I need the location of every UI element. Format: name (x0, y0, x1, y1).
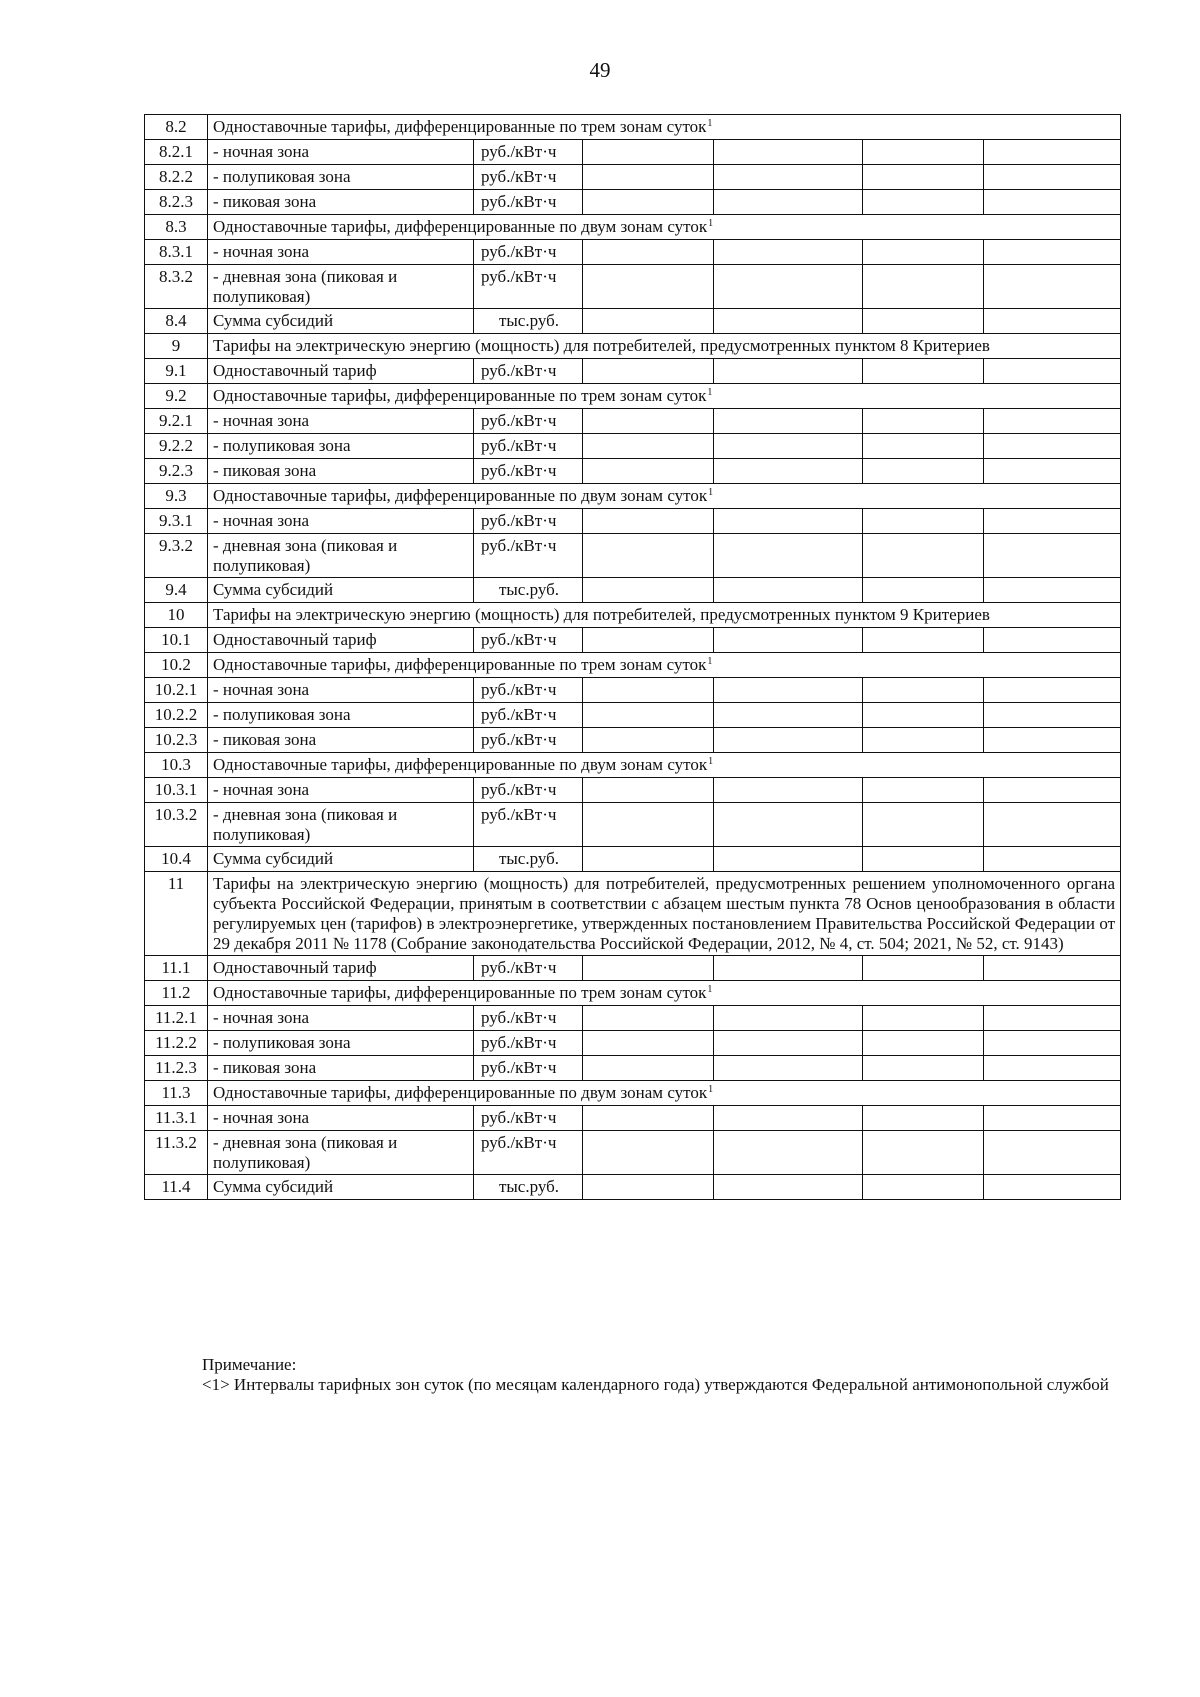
row-label: - пиковая зона (208, 728, 474, 753)
row-number: 9.3.1 (145, 509, 208, 534)
value-cell (583, 534, 714, 578)
table-row (145, 1031, 1121, 1056)
row-label: - ночная зона (208, 678, 474, 703)
value-cell (714, 309, 863, 334)
value-cell (863, 1106, 984, 1131)
row-unit: тыс.руб. (474, 847, 583, 872)
row-unit: руб./кВт·ч (474, 459, 583, 484)
value-cell (863, 265, 984, 309)
table-row (145, 578, 1121, 603)
table-row (145, 265, 1121, 309)
row-number: 10.4 (145, 847, 208, 872)
value-cell (984, 359, 1121, 384)
row-label: Одноставочный тариф (208, 956, 474, 981)
row-label: - дневная зона (пиковая и полупиковая) (208, 534, 474, 578)
row-unit: руб./кВт·ч (474, 265, 583, 309)
value-cell (714, 1031, 863, 1056)
row-number: 11.2 (145, 981, 208, 1006)
row-label: Сумма субсидий (208, 847, 474, 872)
row-label: - пиковая зона (208, 190, 474, 215)
value-cell (984, 778, 1121, 803)
value-cell (583, 1106, 714, 1131)
table-row (145, 1056, 1121, 1081)
value-cell (583, 509, 714, 534)
table-row (145, 509, 1121, 534)
section-title-text: Тарифы на электрическую энергию (мощность) для потребителей, предусмотренных решением уполномоченного органа субъекта Российской Федерации, принятым в соответствии с абзацем шестым пункта 78 Основ ценообразования в области регулируемых цен (тарифов) в электроэнергетике, утвержденных постановлением Правительства Российской Федерации от 29 декабря 2011 № 1178 (Собрание законодательства Российской Федерации, 2012, № 4, ст. 504; 2021, № 52, ст. 9143) (213, 874, 1116, 953)
row-number: 9.2 (145, 384, 208, 409)
value-cell (984, 309, 1121, 334)
table-section-row (145, 1081, 1121, 1106)
table-row (145, 165, 1121, 190)
value-cell (984, 190, 1121, 215)
value-cell (714, 1175, 863, 1200)
table-row (145, 778, 1121, 803)
table-section-row (145, 215, 1121, 240)
section-title (208, 115, 1121, 140)
value-cell (984, 1131, 1121, 1175)
footnote-marker: 1 (707, 656, 713, 667)
value-cell (583, 140, 714, 165)
table-row (145, 409, 1121, 434)
table-section-row (145, 115, 1121, 140)
value-cell (863, 778, 984, 803)
row-unit: руб./кВт·ч (474, 534, 583, 578)
note-text: <1> Интервалы тарифных зон суток (по месяцам календарного года) утверждаются Федеральной антимонопольной службой (202, 1375, 1109, 1394)
table-row (145, 847, 1121, 872)
table-row (145, 678, 1121, 703)
row-unit: тыс.руб. (474, 578, 583, 603)
value-cell (984, 1006, 1121, 1031)
table-row (145, 534, 1121, 578)
value-cell (583, 678, 714, 703)
value-cell (714, 534, 863, 578)
row-number: 9.1 (145, 359, 208, 384)
row-number: 8.3 (145, 215, 208, 240)
section-title (208, 334, 1121, 359)
value-cell (714, 678, 863, 703)
value-cell (714, 359, 863, 384)
section-title (208, 981, 1121, 1006)
value-cell (714, 434, 863, 459)
row-unit: руб./кВт·ч (474, 1131, 583, 1175)
row-number: 8.4 (145, 309, 208, 334)
value-cell (583, 728, 714, 753)
value-cell (984, 165, 1121, 190)
row-unit: руб./кВт·ч (474, 728, 583, 753)
row-label: - ночная зона (208, 240, 474, 265)
value-cell (714, 956, 863, 981)
value-cell (714, 165, 863, 190)
row-unit: руб./кВт·ч (474, 190, 583, 215)
value-cell (863, 509, 984, 534)
row-unit: руб./кВт·ч (474, 678, 583, 703)
note-title: Примечание: (202, 1355, 297, 1374)
row-label: - ночная зона (208, 1106, 474, 1131)
footnote-marker: 1 (707, 984, 713, 995)
value-cell (984, 728, 1121, 753)
section-title (208, 603, 1121, 628)
table-row (145, 1131, 1121, 1175)
row-label: - ночная зона (208, 509, 474, 534)
value-cell (714, 1131, 863, 1175)
value-cell (863, 628, 984, 653)
row-unit: руб./кВт·ч (474, 1056, 583, 1081)
value-cell (714, 628, 863, 653)
section-title-text: Одноставочные тарифы, дифференцированные по трем зонам суток (213, 983, 707, 1002)
row-number: 11.2.3 (145, 1056, 208, 1081)
value-cell (984, 409, 1121, 434)
value-cell (984, 847, 1121, 872)
value-cell (863, 578, 984, 603)
row-number: 10.2 (145, 653, 208, 678)
section-title-text: Одноставочные тарифы, дифференцированные по двум зонам суток (213, 486, 708, 505)
value-cell (583, 409, 714, 434)
value-cell (863, 1131, 984, 1175)
table-row (145, 703, 1121, 728)
value-cell (714, 1106, 863, 1131)
value-cell (863, 534, 984, 578)
row-number: 11.2.2 (145, 1031, 208, 1056)
value-cell (583, 803, 714, 847)
value-cell (863, 728, 984, 753)
section-title-text: Одноставочные тарифы, дифференцированные по трем зонам суток (213, 655, 707, 674)
value-cell (583, 956, 714, 981)
value-cell (863, 1175, 984, 1200)
row-label: - ночная зона (208, 1006, 474, 1031)
value-cell (984, 1056, 1121, 1081)
table-row (145, 190, 1121, 215)
row-unit: руб./кВт·ч (474, 409, 583, 434)
value-cell (863, 956, 984, 981)
table-section-row (145, 334, 1121, 359)
row-number: 8.2.2 (145, 165, 208, 190)
row-number: 10.3.2 (145, 803, 208, 847)
value-cell (583, 309, 714, 334)
row-label: - ночная зона (208, 140, 474, 165)
value-cell (583, 165, 714, 190)
table-section-row (145, 384, 1121, 409)
row-unit: руб./кВт·ч (474, 165, 583, 190)
section-title-text: Одноставочные тарифы, дифференцированные по двум зонам суток (213, 1083, 708, 1102)
value-cell (863, 140, 984, 165)
value-cell (714, 803, 863, 847)
table-row (145, 434, 1121, 459)
row-unit: руб./кВт·ч (474, 1006, 583, 1031)
table-row (145, 309, 1121, 334)
value-cell (863, 1006, 984, 1031)
row-number: 8.3.1 (145, 240, 208, 265)
footnote-marker: 1 (708, 756, 714, 767)
value-cell (583, 703, 714, 728)
row-label: - полупиковая зона (208, 434, 474, 459)
value-cell (863, 165, 984, 190)
row-label: - дневная зона (пиковая и полупиковая) (208, 803, 474, 847)
row-number: 10.2.2 (145, 703, 208, 728)
section-title (208, 384, 1121, 409)
row-number: 10.2.1 (145, 678, 208, 703)
value-cell (863, 1031, 984, 1056)
section-title (208, 215, 1121, 240)
value-cell (583, 1006, 714, 1031)
row-unit: руб./кВт·ч (474, 1106, 583, 1131)
value-cell (714, 265, 863, 309)
row-number: 9.3.2 (145, 534, 208, 578)
table-section-row (145, 753, 1121, 778)
row-label: - полупиковая зона (208, 1031, 474, 1056)
value-cell (714, 409, 863, 434)
footnote-marker: 1 (708, 487, 714, 498)
row-number: 8.2 (145, 115, 208, 140)
table-row (145, 240, 1121, 265)
table-row (145, 359, 1121, 384)
footnote-marker: 1 (708, 1084, 714, 1095)
value-cell (863, 703, 984, 728)
section-title-text: Одноставочные тарифы, дифференцированные по трем зонам суток (213, 117, 707, 136)
value-cell (583, 847, 714, 872)
section-title (208, 484, 1121, 509)
value-cell (583, 1031, 714, 1056)
tariff-table (144, 114, 1121, 1200)
row-number: 11 (145, 872, 208, 956)
value-cell (984, 140, 1121, 165)
section-title-text: Тарифы на электрическую энергию (мощность) для потребителей, предусмотренных пунктом 9 Критериев (213, 605, 990, 624)
row-label: Сумма субсидий (208, 1175, 474, 1200)
value-cell (583, 1056, 714, 1081)
row-number: 10 (145, 603, 208, 628)
row-unit: руб./кВт·ч (474, 509, 583, 534)
table-row (145, 140, 1121, 165)
value-cell (714, 190, 863, 215)
row-unit: руб./кВт·ч (474, 628, 583, 653)
value-cell (984, 1175, 1121, 1200)
table-row (145, 628, 1121, 653)
table-row (145, 1175, 1121, 1200)
value-cell (583, 628, 714, 653)
value-cell (714, 1006, 863, 1031)
table-section-row (145, 653, 1121, 678)
value-cell (984, 678, 1121, 703)
value-cell (583, 359, 714, 384)
row-number: 11.3.1 (145, 1106, 208, 1131)
value-cell (863, 678, 984, 703)
table-row (145, 803, 1121, 847)
value-cell (984, 1031, 1121, 1056)
row-number: 8.3.2 (145, 265, 208, 309)
value-cell (984, 703, 1121, 728)
table-row (145, 1006, 1121, 1031)
value-cell (714, 240, 863, 265)
section-title-text: Одноставочные тарифы, дифференцированные по двум зонам суток (213, 755, 708, 774)
row-unit: руб./кВт·ч (474, 240, 583, 265)
value-cell (863, 240, 984, 265)
row-number: 10.3 (145, 753, 208, 778)
value-cell (863, 1056, 984, 1081)
table-section-row (145, 981, 1121, 1006)
value-cell (863, 434, 984, 459)
row-number: 10.2.3 (145, 728, 208, 753)
row-number: 9.2.1 (145, 409, 208, 434)
value-cell (583, 778, 714, 803)
table-section-row (145, 603, 1121, 628)
table-section-row (145, 484, 1121, 509)
tariff-table-body (145, 115, 1121, 1200)
row-unit: тыс.руб. (474, 1175, 583, 1200)
row-unit: руб./кВт·ч (474, 703, 583, 728)
row-label: - пиковая зона (208, 459, 474, 484)
row-unit: руб./кВт·ч (474, 803, 583, 847)
value-cell (984, 240, 1121, 265)
table-row (145, 1106, 1121, 1131)
row-label: - ночная зона (208, 778, 474, 803)
row-number: 11.4 (145, 1175, 208, 1200)
value-cell (714, 459, 863, 484)
value-cell (583, 578, 714, 603)
value-cell (984, 578, 1121, 603)
value-cell (984, 434, 1121, 459)
value-cell (863, 409, 984, 434)
value-cell (583, 265, 714, 309)
value-cell (984, 534, 1121, 578)
footnote-block (144, 1355, 1120, 1395)
value-cell (583, 434, 714, 459)
value-cell (863, 190, 984, 215)
row-number: 9.3 (145, 484, 208, 509)
section-title (208, 653, 1121, 678)
value-cell (863, 847, 984, 872)
page-number: 49 (589, 58, 611, 82)
value-cell (714, 728, 863, 753)
value-cell (863, 359, 984, 384)
value-cell (583, 1175, 714, 1200)
row-number: 9.2.3 (145, 459, 208, 484)
section-title-text: Одноставочные тарифы, дифференцированные по трем зонам суток (213, 386, 707, 405)
value-cell (714, 847, 863, 872)
row-number: 11.2.1 (145, 1006, 208, 1031)
value-cell (583, 459, 714, 484)
row-unit: руб./кВт·ч (474, 956, 583, 981)
row-unit: руб./кВт·ч (474, 434, 583, 459)
value-cell (714, 1056, 863, 1081)
row-number: 11.3 (145, 1081, 208, 1106)
row-number: 10.3.1 (145, 778, 208, 803)
value-cell (714, 140, 863, 165)
row-label: - пиковая зона (208, 1056, 474, 1081)
footnote-marker: 1 (707, 387, 713, 398)
row-label: - ночная зона (208, 409, 474, 434)
row-label: - дневная зона (пиковая и полупиковая) (208, 1131, 474, 1175)
row-label: Одноставочный тариф (208, 628, 474, 653)
section-title (208, 753, 1121, 778)
value-cell (984, 956, 1121, 981)
value-cell (714, 509, 863, 534)
value-cell (583, 1131, 714, 1175)
table-row (145, 728, 1121, 753)
value-cell (984, 509, 1121, 534)
section-title (208, 872, 1121, 956)
value-cell (863, 459, 984, 484)
value-cell (984, 628, 1121, 653)
section-title-text: Тарифы на электрическую энергию (мощность) для потребителей, предусмотренных пунктом 8 Критериев (213, 336, 990, 355)
row-label: Сумма субсидий (208, 578, 474, 603)
row-label: - полупиковая зона (208, 703, 474, 728)
row-label: - полупиковая зона (208, 165, 474, 190)
row-number: 9 (145, 334, 208, 359)
value-cell (863, 309, 984, 334)
table-row (145, 459, 1121, 484)
value-cell (984, 803, 1121, 847)
value-cell (863, 803, 984, 847)
row-number: 9.4 (145, 578, 208, 603)
value-cell (984, 265, 1121, 309)
row-label: Сумма субсидий (208, 309, 474, 334)
row-unit: тыс.руб. (474, 309, 583, 334)
value-cell (714, 578, 863, 603)
section-title (208, 1081, 1121, 1106)
row-number: 8.2.3 (145, 190, 208, 215)
section-title-text: Одноставочные тарифы, дифференцированные по двум зонам суток (213, 217, 708, 236)
row-number: 11.1 (145, 956, 208, 981)
row-number: 8.2.1 (145, 140, 208, 165)
row-unit: руб./кВт·ч (474, 140, 583, 165)
value-cell (583, 240, 714, 265)
table-row (145, 956, 1121, 981)
table-section-row (145, 872, 1121, 956)
row-number: 10.1 (145, 628, 208, 653)
value-cell (984, 459, 1121, 484)
footnote-marker: 1 (708, 218, 714, 229)
row-unit: руб./кВт·ч (474, 778, 583, 803)
value-cell (714, 703, 863, 728)
row-number: 11.3.2 (145, 1131, 208, 1175)
row-unit: руб./кВт·ч (474, 359, 583, 384)
value-cell (984, 1106, 1121, 1131)
row-label: - дневная зона (пиковая и полупиковая) (208, 265, 474, 309)
footnote-marker: 1 (707, 118, 713, 129)
row-number: 9.2.2 (145, 434, 208, 459)
row-unit: руб./кВт·ч (474, 1031, 583, 1056)
value-cell (583, 190, 714, 215)
row-label: Одноставочный тариф (208, 359, 474, 384)
value-cell (714, 778, 863, 803)
